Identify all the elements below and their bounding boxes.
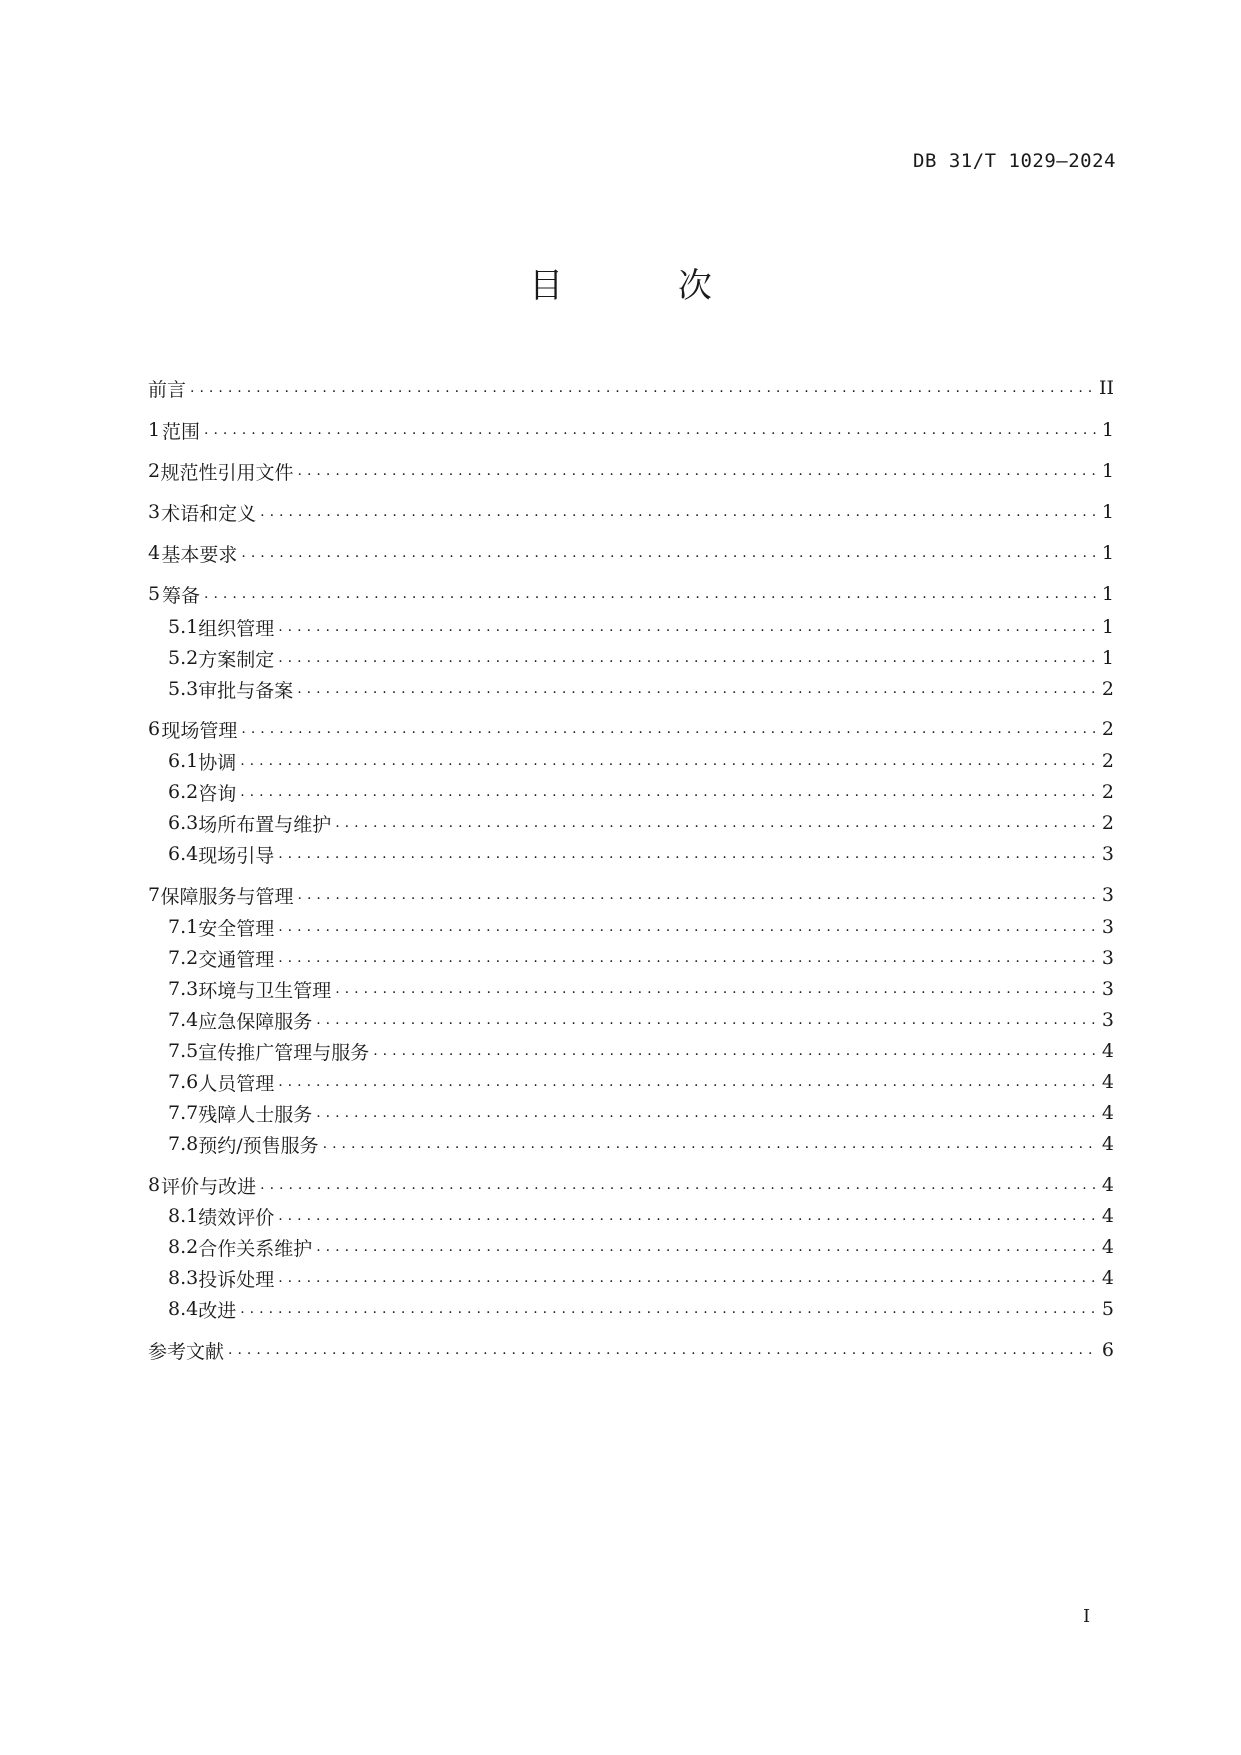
toc-entry[interactable] [148, 808, 1114, 838]
toc-entry-number: 7.1 [168, 916, 199, 938]
toc-leader-dots [335, 981, 1096, 997]
toc-entry-page: 3 [1101, 947, 1114, 969]
toc-entry-number: 6.4 [168, 843, 199, 865]
toc-entry-label: 现场引导 [198, 844, 275, 867]
toc-entry-label: 规范性引用文件 [160, 461, 294, 484]
toc-entry-label: 协调 [198, 751, 237, 774]
toc-entry-number: 8.1 [168, 1205, 199, 1227]
toc-entry-label: 评价与改进 [161, 1175, 257, 1198]
toc-leader-dots [316, 1239, 1096, 1255]
toc-entry-page: 1 [1101, 583, 1114, 605]
toc-leader-dots [278, 950, 1096, 966]
toc-entry[interactable] [148, 746, 1114, 776]
toc-entry[interactable] [148, 612, 1114, 642]
toc-leader-dots [260, 1177, 1096, 1193]
toc-entry[interactable] [148, 974, 1114, 1004]
toc-entry-label: 合作关系维护 [198, 1237, 313, 1260]
toc-leader-dots [278, 619, 1096, 635]
toc-entry-label: 基本要求 [161, 543, 238, 566]
toc-entry-number: 8 [148, 1174, 161, 1196]
toc-entry-page: II [1098, 377, 1114, 399]
toc-entry-number: 5.3 [168, 678, 199, 700]
toc-leader-dots [278, 650, 1096, 666]
toc-entry-page: 4 [1101, 1040, 1114, 1062]
toc-entry-page: 3 [1101, 978, 1114, 1000]
toc-leader-dots [240, 784, 1096, 800]
toc-entry-label: 方案制定 [198, 648, 275, 671]
toc-leader-dots [278, 919, 1096, 935]
toc-entry-label: 安全管理 [198, 917, 275, 940]
toc-leader-dots [298, 463, 1096, 479]
toc-entry[interactable] [148, 1201, 1114, 1231]
toc-entry[interactable] [148, 1263, 1114, 1293]
toc-entry-page: 4 [1101, 1071, 1114, 1093]
toc-entry-number: 7.4 [168, 1009, 199, 1031]
toc-entry-page: 4 [1101, 1102, 1114, 1124]
toc-entry[interactable] [148, 1098, 1114, 1128]
toc-leader-dots [204, 586, 1096, 602]
toc-entry-page: 4 [1101, 1133, 1114, 1155]
toc-entry-number: 3 [148, 501, 161, 523]
toc-entry-page: 1 [1101, 419, 1114, 441]
toc-leader-dots [316, 1012, 1096, 1028]
toc-leader-dots [323, 1136, 1096, 1152]
toc-entry-number: 5.2 [168, 647, 199, 669]
toc-leader-dots [190, 380, 1095, 396]
toc-leader-dots [335, 815, 1096, 831]
toc-entry-page: 2 [1101, 678, 1114, 700]
toc-entry-page: 3 [1101, 916, 1114, 938]
toc-entry[interactable] [148, 1067, 1114, 1097]
toc-entry-label: 组织管理 [198, 617, 275, 640]
toc-entry[interactable] [148, 912, 1114, 942]
page-number: I [1083, 1606, 1091, 1627]
toc-entry[interactable] [148, 456, 1114, 486]
toc-entry[interactable] [148, 1294, 1114, 1324]
toc-entry-label: 咨询 [198, 782, 237, 805]
toc-leader-dots [204, 422, 1096, 438]
toc-entry-page: 5 [1101, 1298, 1114, 1320]
toc-entry-label: 宣传推广管理与服务 [198, 1041, 370, 1064]
toc-entry-number: 6.1 [168, 750, 199, 772]
toc-entry-number: 8.2 [168, 1236, 199, 1258]
toc-leader-dots [228, 1342, 1096, 1358]
toc-entry-number: 7.6 [168, 1071, 199, 1093]
toc-entry-label: 人员管理 [198, 1072, 275, 1095]
toc-entry-label: 术语和定义 [161, 502, 257, 525]
toc-entry-page: 1 [1101, 460, 1114, 482]
toc-entry[interactable] [148, 839, 1114, 869]
toc-entry-number: 2 [148, 460, 161, 482]
toc-entry[interactable] [148, 1036, 1114, 1066]
toc-entry-number: 1 [148, 419, 161, 441]
page-title: 目 次 [529, 266, 764, 306]
document-code: DB 31/T 1029—2024 [913, 150, 1116, 172]
toc-entry[interactable] [148, 674, 1114, 704]
toc-entry-number: 8.4 [168, 1298, 199, 1320]
toc-leader-dots [240, 1301, 1096, 1317]
toc-entry-page: 3 [1101, 884, 1114, 906]
toc-leader-dots [278, 1208, 1096, 1224]
toc-entry-page: 1 [1101, 501, 1114, 523]
toc-entry-label: 残障人士服务 [198, 1103, 313, 1126]
toc-entry[interactable] [148, 415, 1114, 445]
toc-entry[interactable] [148, 643, 1114, 673]
toc-entry-label: 保障服务与管理 [160, 885, 294, 908]
toc-entry-number: 7 [148, 884, 161, 906]
toc-entry-number: 7.8 [168, 1133, 199, 1155]
toc-entry[interactable] [148, 1005, 1114, 1035]
toc-entry-label: 筹备 [161, 584, 200, 607]
toc-entry-page: 1 [1101, 647, 1114, 669]
toc-entry[interactable] [148, 579, 1114, 609]
toc-leader-dots [241, 545, 1096, 561]
toc-entry-page: 3 [1101, 843, 1114, 865]
toc-entry[interactable] [148, 714, 1114, 744]
toc-entry-page: 1 [1101, 616, 1114, 638]
toc-entry[interactable] [148, 1170, 1114, 1200]
toc-entry-label: 场所布置与维护 [198, 813, 332, 836]
toc-leader-dots [278, 1074, 1096, 1090]
toc-entry[interactable] [148, 497, 1114, 527]
toc-entry-label: 交通管理 [198, 948, 275, 971]
toc-entry-label: 投诉处理 [198, 1268, 275, 1291]
toc-entry-page: 1 [1101, 542, 1114, 564]
toc-entry[interactable] [148, 1129, 1114, 1159]
toc-entry-number: 5 [148, 583, 161, 605]
toc-entry-number: 6.2 [168, 781, 199, 803]
toc-leader-dots [278, 1270, 1096, 1286]
toc-entry-number: 4 [148, 542, 161, 564]
toc-entry-label: 范围 [161, 420, 200, 443]
toc-entry-label: 绩效评价 [198, 1206, 275, 1229]
toc-entry[interactable] [148, 373, 1114, 403]
toc-entry[interactable] [148, 538, 1114, 568]
toc-leader-dots [297, 681, 1096, 697]
toc-entry-label: 前言 [148, 378, 187, 401]
toc-leader-dots [298, 887, 1096, 903]
toc-entry-label: 现场管理 [161, 719, 238, 742]
toc-entry-page: 6 [1101, 1339, 1114, 1361]
toc-entry-page: 4 [1101, 1174, 1114, 1196]
toc-leader-dots [260, 504, 1096, 520]
toc-entry-label: 环境与卫生管理 [198, 979, 332, 1002]
toc-entry-page: 2 [1101, 781, 1114, 803]
toc-entry-label: 预约/预售服务 [198, 1134, 319, 1157]
toc-entry-page: 2 [1101, 750, 1114, 772]
toc-entry-number: 7.5 [168, 1040, 199, 1062]
toc-entry[interactable] [148, 777, 1114, 807]
toc-entry-page: 4 [1101, 1236, 1114, 1258]
toc-entry[interactable] [148, 943, 1114, 973]
toc-entry[interactable] [148, 1335, 1114, 1365]
toc-entry-page: 2 [1101, 718, 1114, 740]
toc-entry-number: 7.7 [168, 1102, 199, 1124]
toc-entry-number: 6 [148, 718, 161, 740]
toc-entry-page: 3 [1101, 1009, 1114, 1031]
toc-entry-number: 8.3 [168, 1267, 199, 1289]
toc-entry-number: 5.1 [168, 616, 199, 638]
toc-entry[interactable] [148, 1232, 1114, 1262]
toc-entry-page: 4 [1101, 1205, 1114, 1227]
toc-entry-number: 7.3 [168, 978, 199, 1000]
toc-entry-page: 2 [1101, 812, 1114, 834]
toc-entry-page: 4 [1101, 1267, 1114, 1289]
toc-entry[interactable] [148, 880, 1114, 910]
toc-leader-dots [240, 753, 1096, 769]
toc-leader-dots [241, 721, 1096, 737]
toc-entry-label: 参考文献 [148, 1340, 225, 1363]
toc-entry-number: 7.2 [168, 947, 199, 969]
toc-entry-label: 应急保障服务 [198, 1010, 313, 1033]
toc-leader-dots [278, 846, 1096, 862]
toc-leader-dots [316, 1105, 1096, 1121]
toc-entry-label: 改进 [198, 1299, 237, 1322]
toc-leader-dots [373, 1043, 1096, 1059]
toc-entry-label: 审批与备案 [198, 679, 294, 702]
toc-entry-number: 6.3 [168, 812, 199, 834]
